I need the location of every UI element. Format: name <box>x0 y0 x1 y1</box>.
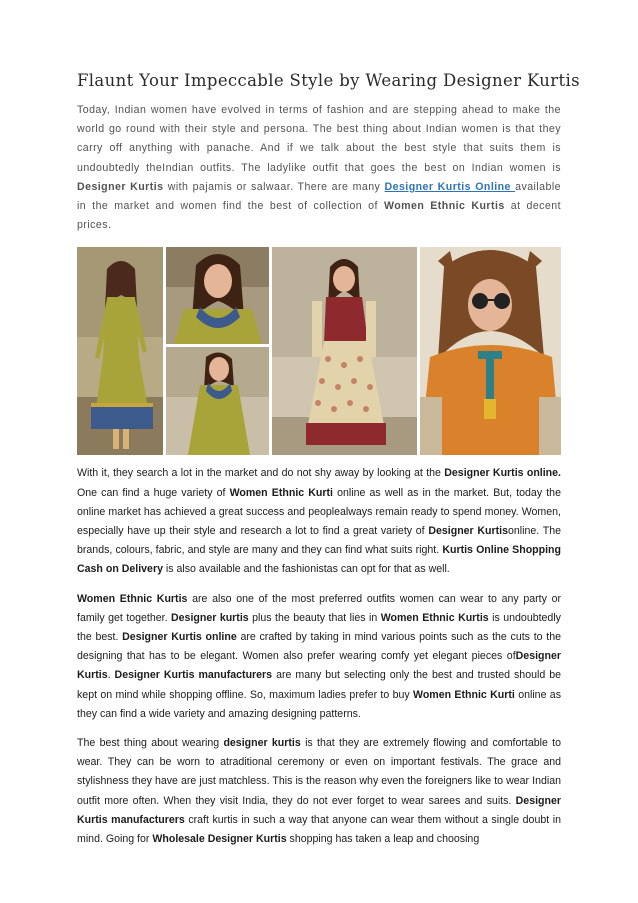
text-run: online as well as in the market. But, today the online market has achieved a great success and peoplealways remain ready to spend money. Women, especially have up their style and research a lot to find a great variety of <box>77 486 561 538</box>
intro-paragraph <box>77 101 561 235</box>
text-run: are also one of the most preferred outfits women can wear to any party or family get together. <box>77 592 561 624</box>
bold-keyword: Wholesale Designer Kurtis <box>152 833 287 846</box>
text-run: One can find a huge variety of <box>77 486 230 499</box>
text-run: available in the market and women find the best of collection of <box>77 180 561 213</box>
text-run: online. The brands, colours, fabric, and style are many and they can find what suits right. <box>77 525 561 557</box>
body-paragraph-3 <box>77 734 561 849</box>
designer-kurtis-online-link[interactable]: Designer Kurtis Online <box>384 180 516 193</box>
text-run: with pajamis or salwaar. There are many <box>163 180 385 193</box>
page-title: Flaunt Your Impeccable Style by Wearing Designer Kurtis <box>77 71 580 90</box>
text-run: shopping has taken a leap and choosing <box>286 833 480 846</box>
bold-keyword: Kurtis Online Shopping Cash on Delivery <box>77 544 561 576</box>
bold-keyword: Designer Kurtis manufacturers <box>77 794 561 826</box>
bold-keyword: Women Ethnic Kurtis <box>77 592 188 605</box>
photo-olive-kurti-full <box>77 247 163 455</box>
body-paragraph-2 <box>77 590 561 724</box>
kurti-photo-collage <box>77 247 561 455</box>
bold-keyword: Women Ethnic Kurti <box>413 688 515 701</box>
photo-olive-kurti-closeup <box>166 247 269 344</box>
text-run: The best thing about wearing <box>77 737 224 750</box>
text-run: Today, Indian women have evolved in terms of fashion and are stepping ahead to make the world go round with their style and persona. The best thing about Indian women is that they carry off anything with panache. And if we talk about the best style that suits them is undoubtedly theIndian outfits. The ladylike outfit that goes the best on Indian women is <box>77 104 561 174</box>
text-run: plus the beauty that lies in <box>248 611 381 624</box>
bold-keyword: Women Ethnic Kurtis <box>383 200 505 213</box>
text-run: online as they can find a wide variety and amazing designing patterns. <box>77 688 561 720</box>
photo-orange-kurti <box>420 247 561 455</box>
bold-keyword: Designer kurtis <box>171 611 249 624</box>
text-run: is that they are extremely flowing and comfortable to wear. They can be worn to atraditional ceremony or even on important festivals. The grace and stylishness they have are just matchless. This is the reason why even the foreigners like to wear Indian outfit more often. When they visit India, they do not ever forget to wear sarees and suits. <box>77 737 562 807</box>
text-run: is also available and the fashionistas can opt for that as well. <box>162 563 450 576</box>
bold-keyword: Designer Kurtis online <box>122 631 237 644</box>
photo-olive-kurti-seated <box>166 347 269 455</box>
bold-keyword: Women Ethnic Kurtis <box>380 611 489 624</box>
bold-keyword: Designer Kurtis online. <box>444 467 561 480</box>
text-run: are crafted by taking in mind various points such as the cuts to the designing that has to be elegant. Women also prefer wearing comfy yet elegant pieces of <box>77 631 561 663</box>
text-run: is undoubtedly the best. <box>77 611 561 644</box>
bold-keyword: Designer Kurtis <box>428 525 508 538</box>
bold-keyword: Women Ethnic Kurti <box>229 486 333 499</box>
text-run: craft kurtis in such a way that anyone can wear them without a single doubt in mind. Going for <box>77 813 561 846</box>
photo-printed-maroon-kurti <box>272 247 417 455</box>
bold-keyword: Designer Kurtis manufacturers <box>114 669 273 682</box>
text-run: are many but selecting only the best and trusted should be kept on mind while shopping offline. So, maximum ladies prefer to buy <box>77 669 561 701</box>
bold-keyword: Designer Kurtis <box>77 650 561 682</box>
bold-keyword: Designer Kurtis <box>77 180 164 193</box>
text-run: . <box>107 669 115 682</box>
text-run: With it, they search a lot in the market and do not shy away by looking at the <box>77 467 445 480</box>
body-paragraph-1 <box>77 464 561 579</box>
text-run: at decent prices. <box>77 200 562 232</box>
bold-keyword: designer kurtis <box>223 737 301 750</box>
